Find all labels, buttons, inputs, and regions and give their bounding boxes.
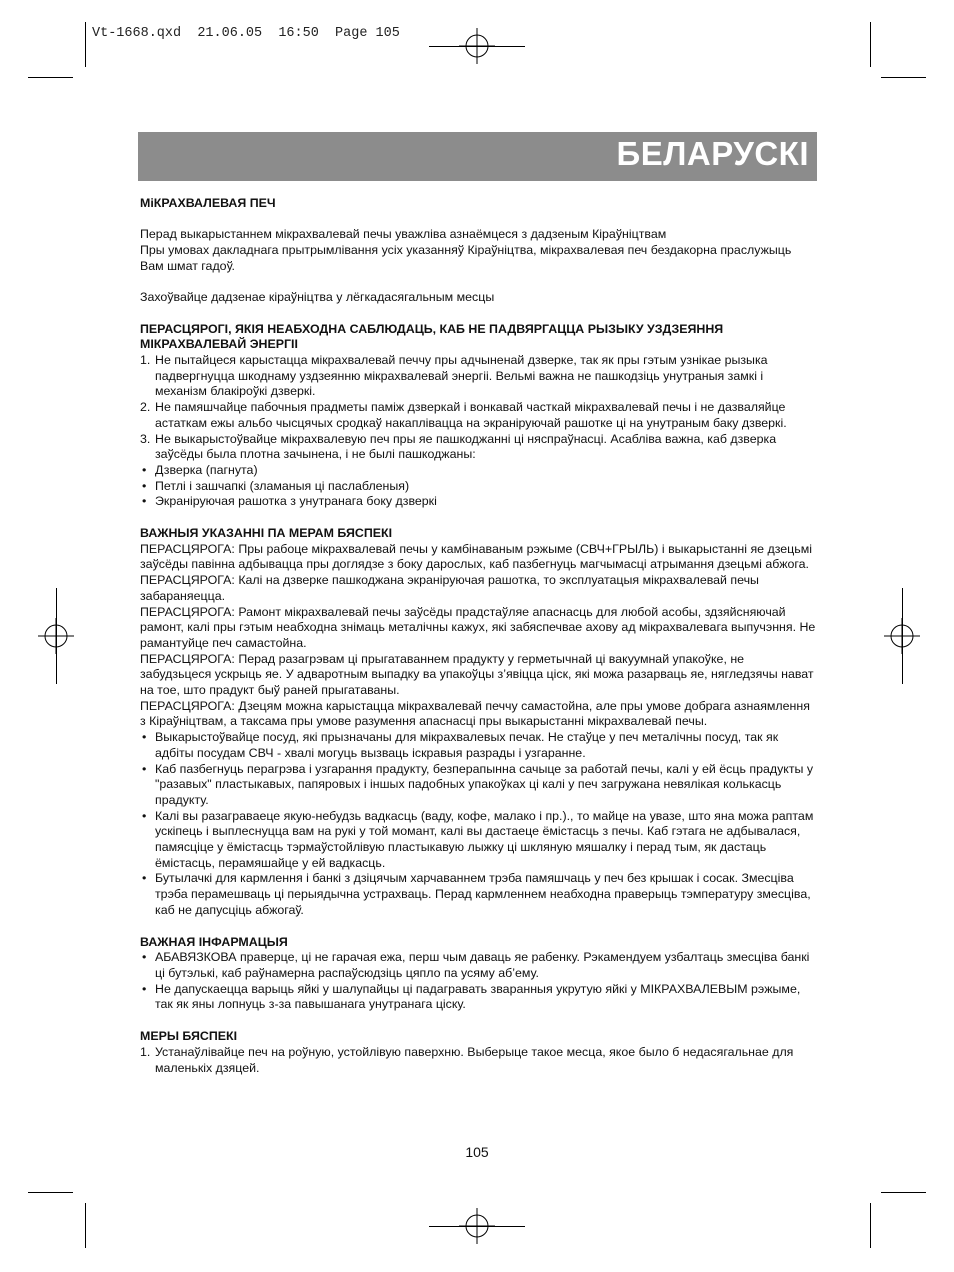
crop-mark-br-v [870,1203,871,1248]
numbered-item: 2. Не памяшчайце пабочныя прадметы паміж дзверкай і вонкавай часткай мікрахвалевай печы і не дазваляйце астаткам ежы альбо чысцячых сродкаў накапліваццa на экраніруючай рашотке ці на унутраным баку дзверкі. [140,400,787,430]
crop-mark-bl-h [28,1192,73,1193]
registration-tick-right [902,588,903,684]
warning-paragraph: ПЕРАСЦЯРОГА: Пры рабоце мікрахвалевай печы у камбінаваным рэжыме (СВЧ+ГРЫЛЬ) і выкарыстанні яе дзецьмі заўсёды павінна адбывацца пры доглядзе з боку дарослых, каб пазбегнуць магчымасці атрымання дзецьмі абжога. [140,541,812,572]
intro-paragraph: Пры умовах дакладнага прытрымлівання усіх указанняў Кіраўніцтва, мікрахвалевая печ бездакорна праслужыць Вам шмат гадоў. [140,243,792,273]
language-title: БЕЛАРУСКІ [616,135,809,172]
bullet-item: • Петлі і зашчапкі (зламаныя ці паслабленыя) [142,478,410,493]
section-heading-precautions: ПЕРАСЦЯРОГІ, ЯКІЯ НЕАБХОДНА САБЛЮДАЦЬ, КАБ НЕ ПАДВЯРГАЦЦА РЫЗЫКУ УЗДЗЕЯННЯ МІКРАХВАЛЕВАЙ ЭНЕРГІІ [140,321,724,352]
intro-paragraph: Захоўвайце дадзенае кіраўніцтва у лёгкадасягальным месцы [140,290,495,305]
numbered-item: 1. Устанаўлівайце печ на роўную, устойлівую паверхню. Выберыце такое месца, якое было б недасягальнае для маленькіх дзяцей. [140,1044,794,1075]
language-banner [138,132,817,181]
bullet-item: • Бутылачкі для кармлення і банкі з дзіцячым харчаваннем трэба памяшчаць у печ без крышак і сосак. Змесціва трэба перамешваць ці перыядычна устрахваць. Перад кармленнем неабходна праверыць тэмпературу змесціва, каб не дапусціць абжогаў. [142,871,811,917]
bullet-item: • Экраніруючая рашотка з унутранага боку дзверкі [142,494,437,509]
intro-paragraph: Перад выкарыстаннем мікрахвалевай печы уважліва азнаёмцеся з дадзеным Кіраўніцтвам [140,227,667,242]
page-content [140,196,818,1076]
numbered-item: 1. Не пытайцеся карыстацца мікрахвалевай печчу пры адчыненай дзверке, так як пры гэтым узнікае рызыка падвергнуцца шкоднаму уздзеянню мікрахвалевай энергіі. Вельмі важна не пашкодзіць унутраныя замкі і механізм блакіроўкі дзверкі. [140,352,768,399]
numbered-item: 3. Не выкарыстоўвайце мікрахвалевую печ пры яе пашкоджанні ці няспраўнасці. Асабліва важна, каб дзверка заўсёды была плотна зачынена, і не былі пашкоджаны: [140,431,777,462]
section-heading-microwave: МіКРАХВАЛЕВАЯ ПЕЧ [140,196,276,210]
section-heading-safety: ВАЖНЫЯ УКАЗАННІ ПА МЕРАМ БЯСПЕКІ [140,526,393,541]
warning-paragraph: ПЕРАСЦЯРОГА: Рамонт мікрахвалевай печы заўсёды прадстаўляе апаснасць для любой асобы, здзяйсняючай рамонт, калі пры гэтым неабходна знімаць металічны кажух, які забяспечвае ахову ад мікрахвалевага выпучэння. Не рамантуйце печ самастойна. [140,604,816,650]
crop-mark-tl-h [28,77,73,78]
bullet-item: • Не дапускаецца варыць яйкі у шалупайцы ці падагравать зваранныя укрутую яйкі у МІКРАХВАЛЕВЫМ рэжыме, так як яны лопнуць з-за павышанага унутранага ціску. [142,981,801,1012]
warning-paragraph: ПЕРАСЦЯРОГА: Дзецям можна карыстацца мікрахвалевай печчу самастойна, але пры умове добрага азнаямлення з Кіраўніцтвам, а таксама пры умове разумення апаснасці пры выкарыстанні мікрахвалевай печы. [140,698,810,729]
crop-mark-br-h [881,1192,926,1193]
bullet-item: • Выкарыстоўвайце посуд, які прызначаны для мікрахвалевых печак. Не стаўце у печ металічны посуд, так як адбіты посудам СВЧ - хвалі могуць вызваць іскравыя разрады і узгаранне. [142,730,779,760]
bullet-item: • Дзверка (пагнута) [142,462,258,477]
registration-tick-top [429,46,525,47]
bullet-item: • АБАВЯЗКОВА праверце, ці не гарачая ежа, перш чым даваць яе рабенку. Рэкамендуем узбалтаць змесціва банкі ці бутэлькі, каб раўнамерна распаўсюдзіць цяпло па усяму аб’ему. [142,950,810,980]
crop-mark-bl-v [85,1203,86,1248]
warning-paragraph: ПЕРАСЦЯРОГА: Перад разагрэвам ці прыгатаваннем прадукту у герметычнай ці вакуумнай упакоўке, не забудзьцеся ускрыць яе. У адваротным выпадку ва упакоўцы з’явіцца ціск, які можа разарваць яе, нягледзячы нават на тое, што прадукт быў раней прыгатаваны. [140,651,814,698]
crop-mark-tr-v [870,22,871,67]
section-heading-measures: МЕРЫ БЯСПЕКІ [140,1029,238,1044]
warning-paragraph: ПЕРАСЦЯРОГА: Калі на дзверке пашкоджана экраніруючая рашотка, то эксплуатацыя мікрахвалевай печы забараняецца. [140,573,759,603]
registration-tick-bottom [429,1226,525,1227]
section-heading-info: ВАЖНАЯ ІНФАРМАЦЫЯ [140,934,288,949]
print-slug: Vt-1668.qxd 21.06.05 16:50 Page 105 [92,26,400,41]
page-number: 105 [465,1144,489,1160]
bullet-item: • Калі вы разагравaеце якую-небудзь вадкасць (ваду, кофе, малако і пр.)., то майце на увазе, што яна можа раптам ускіпець і выплеснуцца вам на рукі у той момант, калі вы дастаеце ёмістасць з печы. Каб гэтага не адбывалася, памясціце у ёмістасць тэрмаўстойлівую пластыкавую лыжку ці шкляную мяшалку і перад тым, як дастаць ёмістасць, перамяшайце у ей вадкасць. [142,808,814,870]
bullet-item: • Каб пазбегнуць перагрэва і узгарання прадукту, безперапынна сачыце за работай печы, калі у ей ёсць прадукты у "разавых" пластыкавых, папяровых і іншых падобных упакоўках ці калі у печ загружана невялікая колькасць прадукту. [142,761,814,807]
crop-mark-tr-h [881,77,926,78]
registration-tick-left [56,588,57,684]
crop-mark-tl-v [85,22,86,67]
